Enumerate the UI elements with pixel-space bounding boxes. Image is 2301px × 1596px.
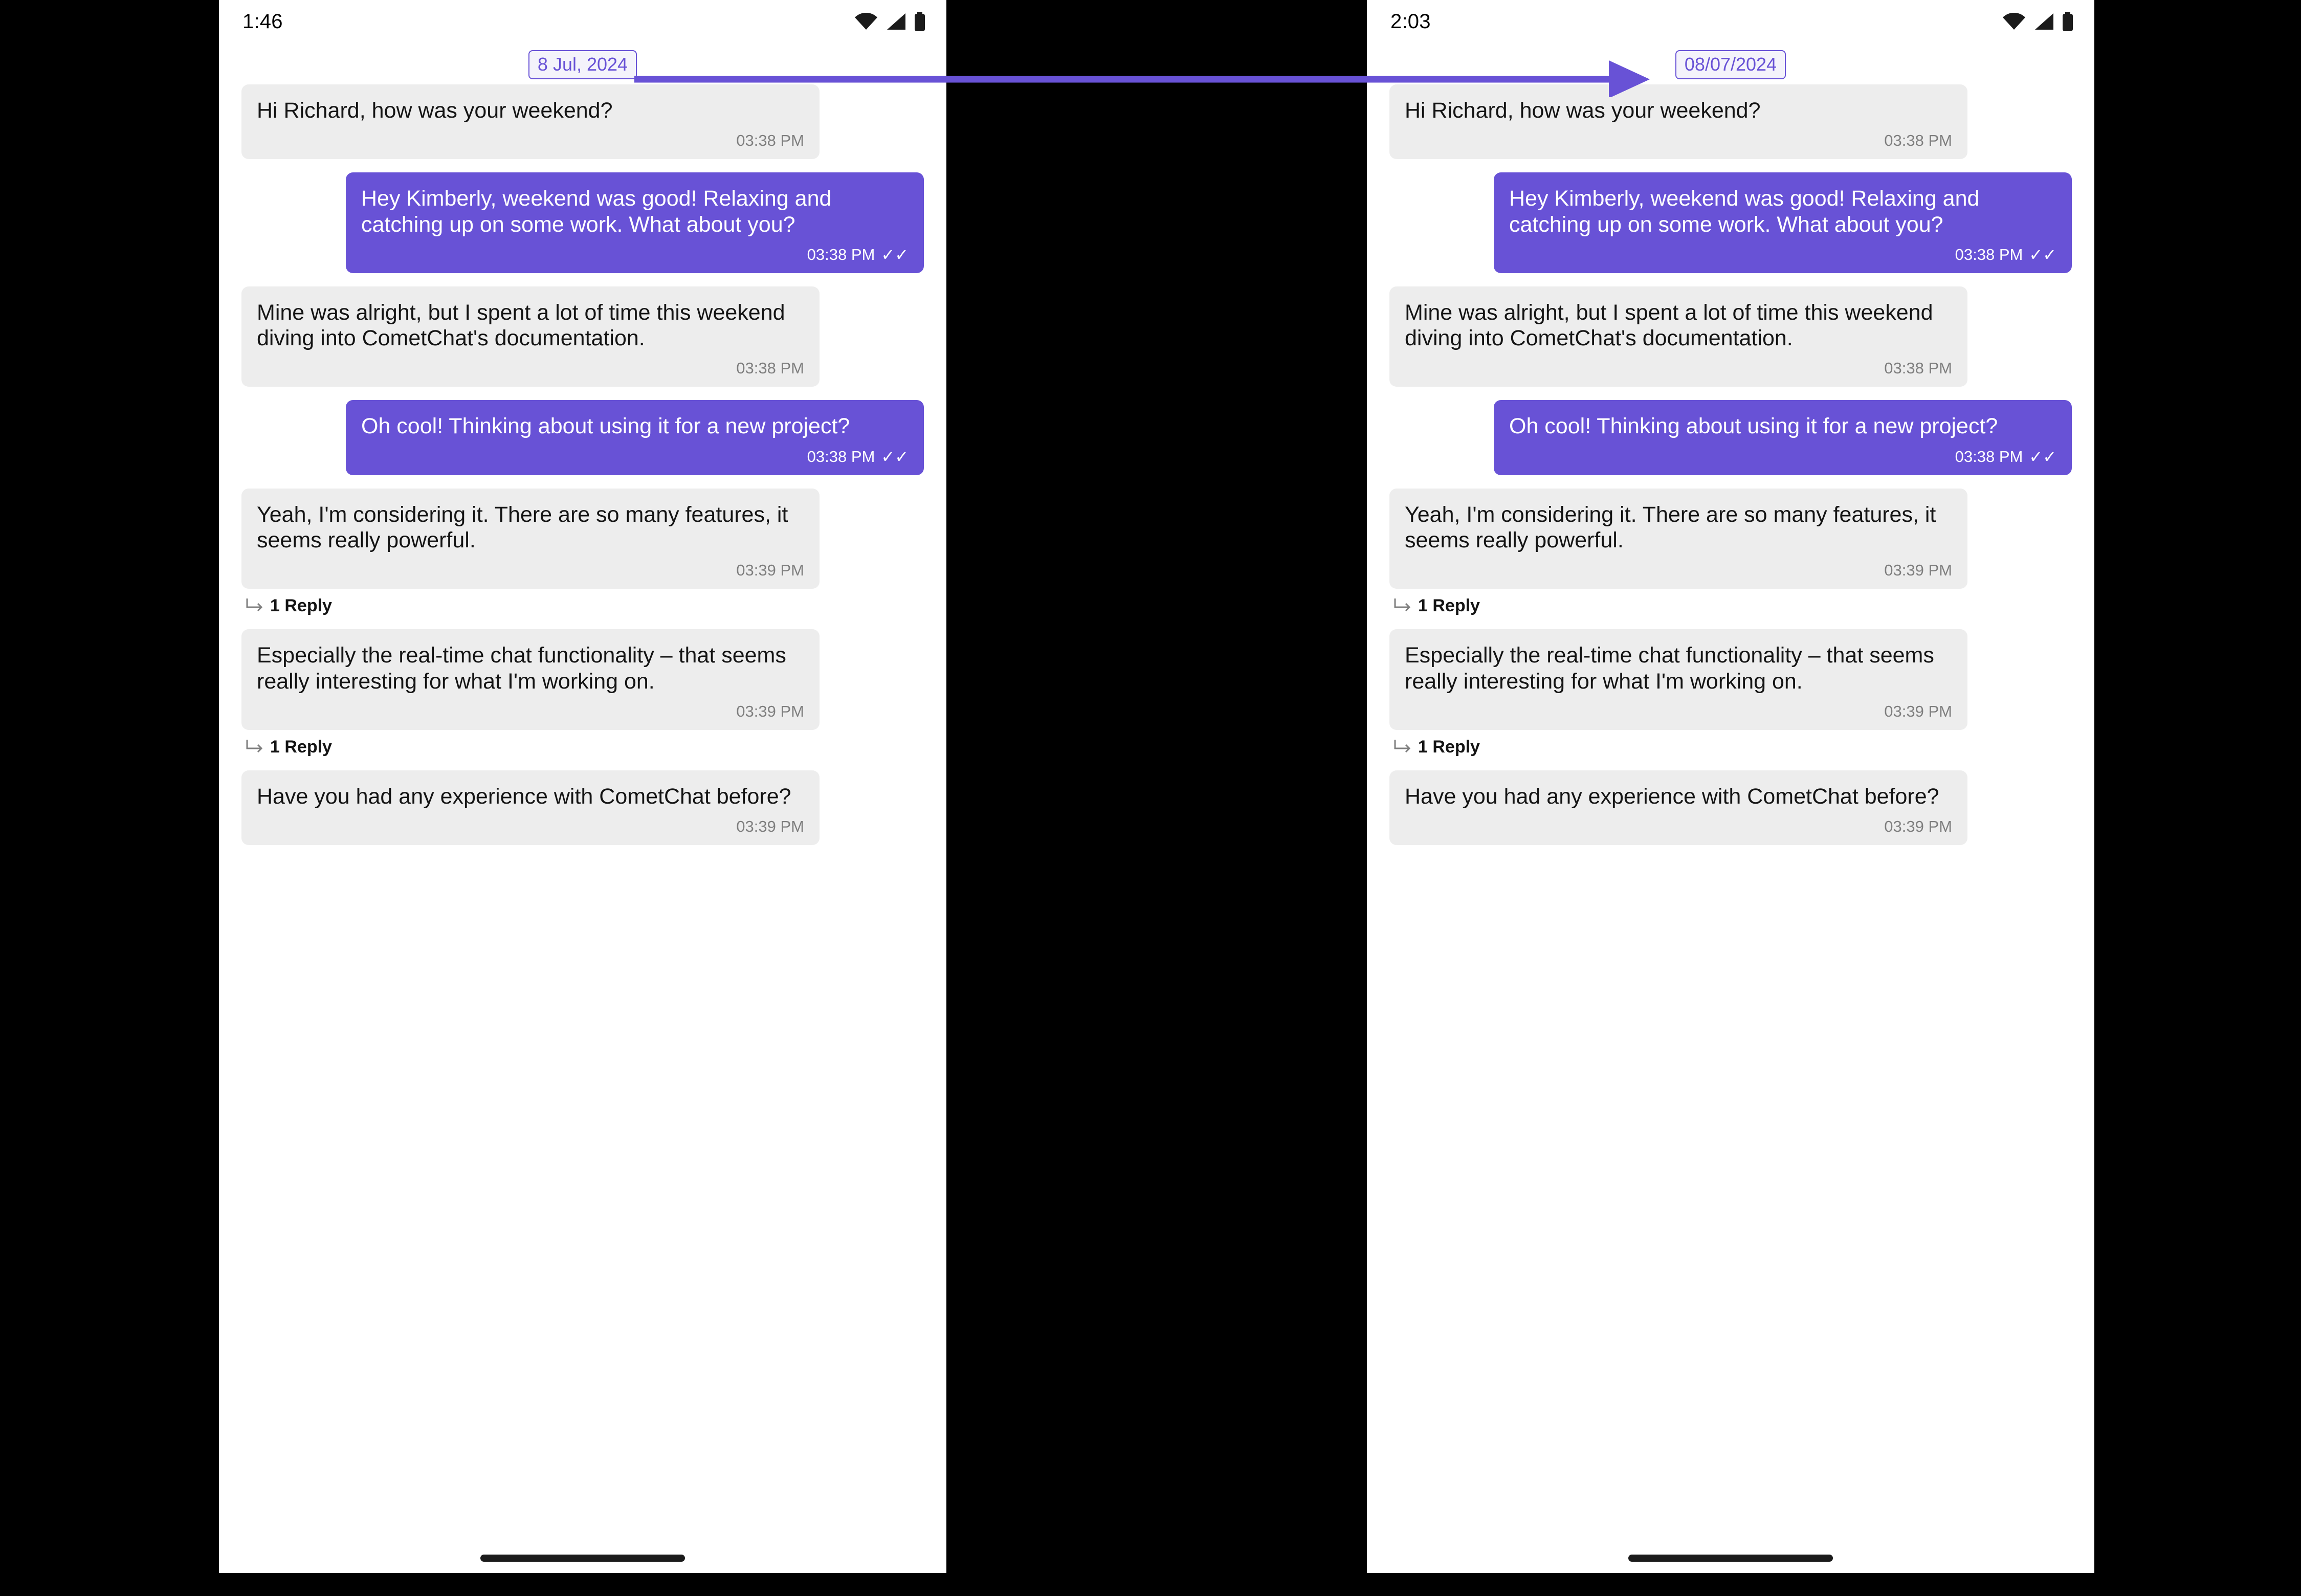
message-bubble-incoming[interactable] [241, 629, 820, 730]
status-bar-clock: 2:03 [1390, 10, 1431, 33]
message-list [219, 84, 946, 845]
message-text: Yeah, I'm considering it. There are so many features, it seems really powerful. [1405, 502, 1936, 553]
message-timestamp: 03:38 PM [1884, 359, 1952, 378]
thread-reply-link[interactable] [1393, 737, 2072, 757]
message-row [1389, 286, 2072, 387]
message-text: Hi Richard, how was your weekend? [257, 98, 613, 123]
message-list [1367, 84, 2094, 845]
message-row [241, 286, 924, 387]
message-bubble-incoming[interactable] [1389, 770, 1967, 845]
reply-arrow-icon [1393, 738, 1411, 756]
message-timestamp: 03:38 PM [736, 359, 804, 378]
message-timestamp: 03:38 PM [1955, 245, 2023, 263]
message-bubble-incoming[interactable] [1389, 286, 1967, 387]
read-receipt-icon: ✓✓ [881, 447, 909, 466]
message-meta [361, 246, 909, 264]
reply-count-label: 1 Reply [270, 737, 332, 757]
message-text: Hey Kimberly, weekend was good! Relaxing and catching up on some work. What about you? [361, 186, 832, 237]
message-bubble-incoming[interactable] [241, 84, 820, 159]
message-row [1389, 489, 2072, 589]
signal-icon [2033, 12, 2054, 31]
message-timestamp: 03:38 PM [1884, 131, 1952, 150]
thread-reply-link[interactable] [246, 596, 924, 616]
reply-count-label: 1 Reply [1418, 596, 1480, 616]
message-row [1389, 400, 2072, 475]
message-text: Mine was alright, but I spent a lot of time this weekend diving into CometChat's documentation. [1405, 300, 1933, 351]
message-timestamp: 03:38 PM [1955, 447, 2023, 465]
thread-reply-link[interactable] [1393, 596, 2072, 616]
phone-screen-left [219, 0, 946, 1573]
message-row [1389, 172, 2072, 273]
status-bar-icons [854, 12, 926, 31]
reply-count-label: 1 Reply [1418, 737, 1480, 757]
message-timestamp: 03:38 PM [807, 447, 875, 465]
message-bubble-outgoing[interactable] [346, 172, 924, 273]
home-indicator [480, 1555, 685, 1562]
message-timestamp: 03:39 PM [736, 702, 804, 720]
message-text: Oh cool! Thinking about using it for a new project? [1509, 414, 1998, 439]
phone-screen-right [1367, 0, 2094, 1573]
message-bubble-incoming[interactable] [241, 489, 820, 589]
status-bar-clock: 1:46 [242, 10, 283, 33]
battery-icon [914, 12, 926, 31]
message-text: Have you had any experience with CometChat before? [1405, 784, 1939, 809]
message-row [241, 629, 924, 730]
message-row [1389, 770, 2072, 845]
message-meta [1405, 561, 1952, 580]
read-receipt-icon: ✓✓ [2029, 245, 2056, 264]
reply-arrow-icon [246, 597, 263, 615]
message-meta [257, 702, 804, 721]
home-indicator [1628, 1555, 1833, 1562]
status-bar [1367, 0, 2094, 43]
date-separator-chip[interactable]: 8 Jul, 2024 [528, 50, 637, 79]
message-meta [257, 817, 804, 836]
reply-count-label: 1 Reply [270, 596, 332, 616]
message-row [241, 489, 924, 589]
message-text: Yeah, I'm considering it. There are so many features, it seems really powerful. [257, 502, 788, 553]
message-meta [257, 561, 804, 580]
date-separator-row [219, 43, 946, 84]
message-meta [1509, 246, 2056, 264]
message-timestamp: 03:39 PM [736, 817, 804, 836]
wifi-icon [2002, 13, 2026, 30]
message-bubble-incoming[interactable] [1389, 629, 1967, 730]
reply-arrow-icon [246, 738, 263, 756]
message-meta [1509, 448, 2056, 466]
message-row [241, 84, 924, 159]
message-row [241, 172, 924, 273]
status-bar [219, 0, 946, 43]
date-separator-row [1367, 43, 2094, 84]
message-text: Have you had any experience with CometChat before? [257, 784, 791, 809]
message-text: Hi Richard, how was your weekend? [1405, 98, 1761, 123]
message-row [1389, 629, 2072, 730]
message-bubble-incoming[interactable] [241, 770, 820, 845]
message-timestamp: 03:39 PM [1884, 817, 1952, 836]
message-timestamp: 03:39 PM [736, 561, 804, 580]
battery-icon [2062, 12, 2074, 31]
message-text: Mine was alright, but I spent a lot of time this weekend diving into CometChat's documentation. [257, 300, 785, 351]
message-bubble-incoming[interactable] [1389, 489, 1967, 589]
message-timestamp: 03:39 PM [1884, 702, 1952, 720]
message-bubble-incoming[interactable] [1389, 84, 1967, 159]
message-bubble-outgoing[interactable] [1494, 172, 2072, 273]
message-row [241, 400, 924, 475]
message-meta [1405, 131, 1952, 150]
message-meta [257, 359, 804, 378]
status-bar-icons [2002, 12, 2074, 31]
thread-reply-link[interactable] [246, 737, 924, 757]
message-bubble-incoming[interactable] [241, 286, 820, 387]
date-separator-chip[interactable]: 08/07/2024 [1675, 50, 1786, 79]
message-text: Especially the real-time chat functionality – that seems really interesting for what I'm working on. [257, 643, 786, 694]
message-row [241, 770, 924, 845]
message-text: Especially the real-time chat functionality – that seems really interesting for what I'm working on. [1405, 643, 1934, 694]
signal-icon [885, 12, 906, 31]
read-receipt-icon: ✓✓ [881, 245, 909, 264]
message-meta [1405, 817, 1952, 836]
reply-arrow-icon [1393, 597, 1411, 615]
wifi-icon [854, 13, 878, 30]
message-timestamp: 03:38 PM [736, 131, 804, 150]
message-text: Hey Kimberly, weekend was good! Relaxing and catching up on some work. What about you? [1509, 186, 1980, 237]
message-meta [1405, 702, 1952, 721]
read-receipt-icon: ✓✓ [2029, 447, 2056, 466]
message-text: Oh cool! Thinking about using it for a new project? [361, 414, 850, 439]
message-bubble-outgoing[interactable] [346, 400, 924, 475]
message-meta [257, 131, 804, 150]
message-meta [361, 448, 909, 466]
message-timestamp: 03:39 PM [1884, 561, 1952, 580]
message-timestamp: 03:38 PM [807, 245, 875, 263]
message-row [1389, 84, 2072, 159]
message-meta [1405, 359, 1952, 378]
message-bubble-outgoing[interactable] [1494, 400, 2072, 475]
